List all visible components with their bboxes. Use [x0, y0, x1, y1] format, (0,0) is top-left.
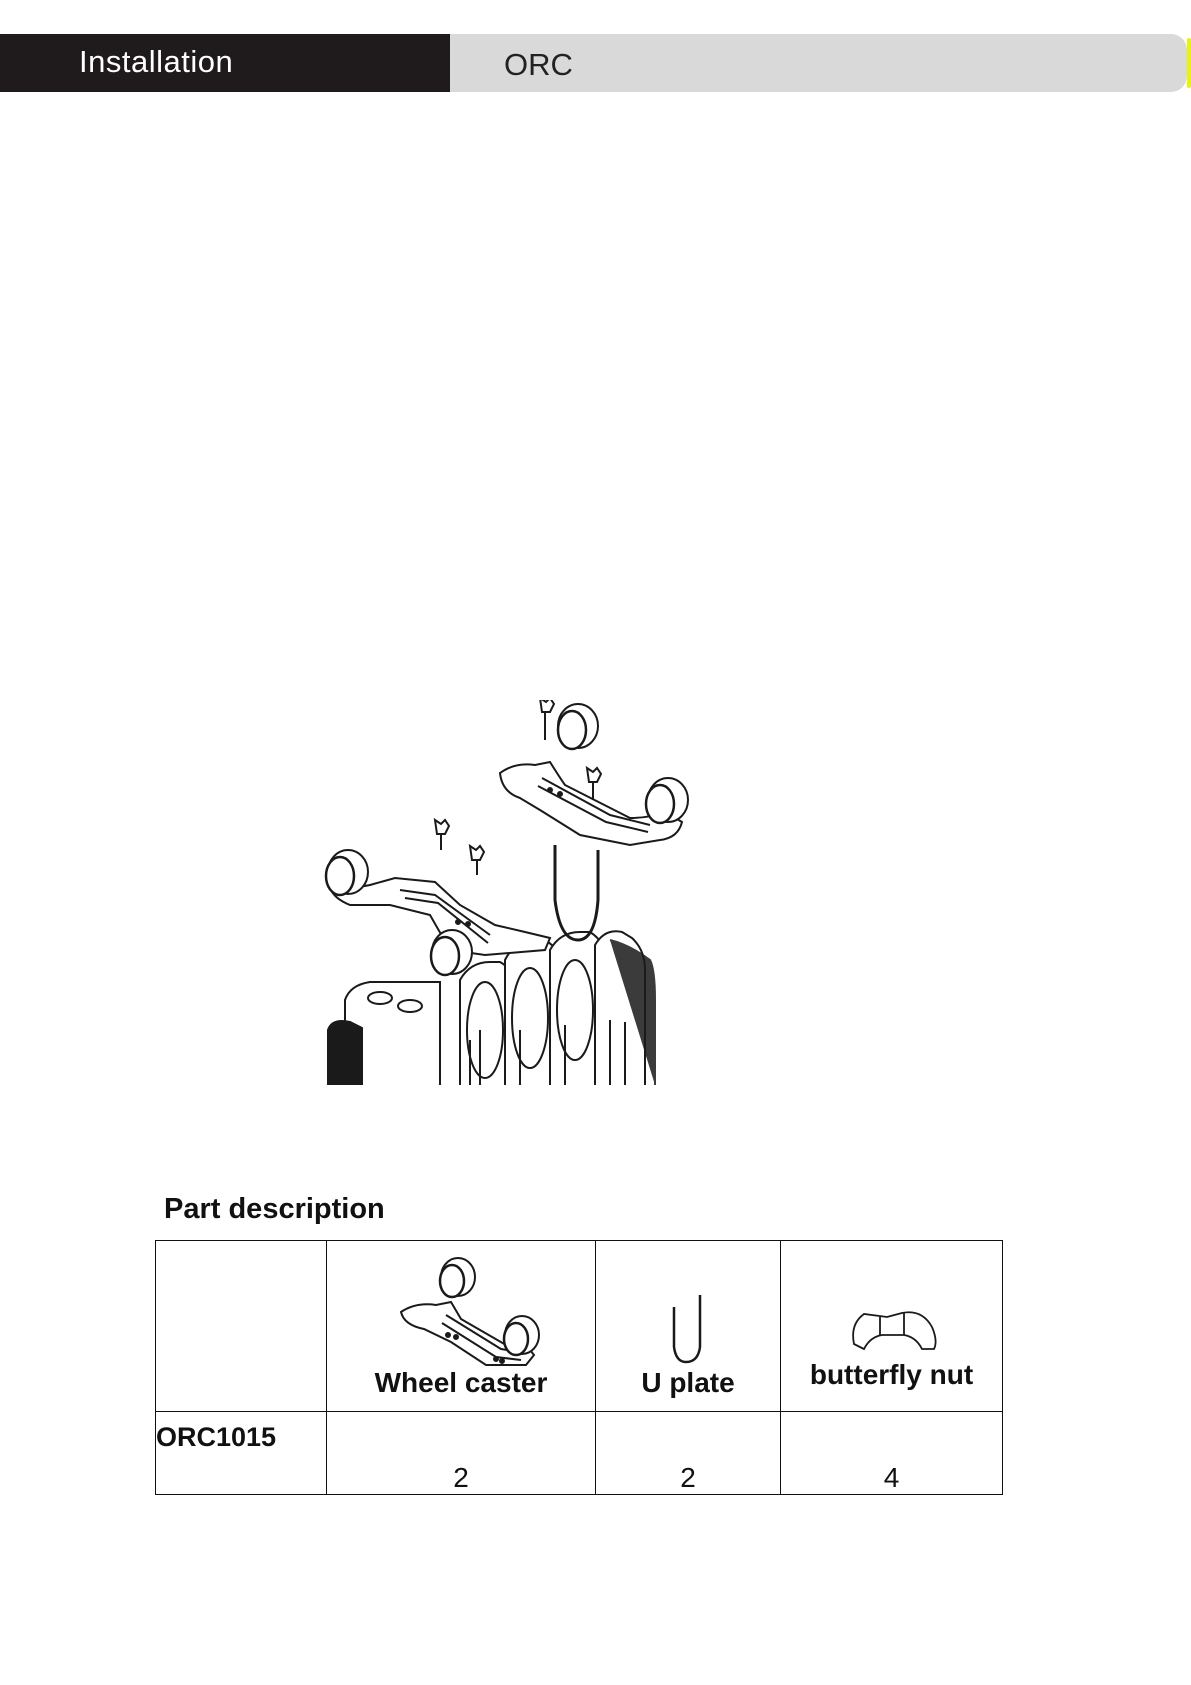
- table-row: [156, 1412, 1003, 1495]
- u-plate-icon: [658, 1287, 718, 1367]
- wheel-caster-label: Wheel caster: [374, 1367, 548, 1398]
- model-cell: ORC1015: [156, 1412, 327, 1495]
- section-tab: [0, 34, 450, 92]
- wheel-caster-header: [327, 1241, 596, 1412]
- heater-wheel-caster-assembly-illustration: [310, 700, 730, 1085]
- butterfly-nut-header: [781, 1241, 1003, 1412]
- wheel-caster-qty: 2: [327, 1412, 596, 1495]
- table-header-row: [156, 1241, 1003, 1412]
- product-name: ORC: [504, 47, 573, 82]
- table-corner-cell: [156, 1241, 327, 1412]
- parts-table: [155, 1240, 1003, 1495]
- u-plate-qty: 2: [596, 1412, 781, 1495]
- header-accent-stripe: [1187, 38, 1191, 88]
- section-title: Installation: [79, 44, 234, 79]
- u-plate-part: [555, 845, 598, 940]
- butterfly-nut-label: butterfly nut: [809, 1359, 974, 1390]
- part-description-title: Part description: [164, 1193, 385, 1225]
- wheel-caster-icon: [376, 1257, 546, 1367]
- u-plate-label: U plate: [641, 1367, 735, 1398]
- butterfly-nut-icon: [842, 1299, 942, 1359]
- product-banner: [450, 34, 1187, 92]
- u-plate-header: [596, 1241, 781, 1412]
- page-header: [0, 34, 1191, 92]
- butterfly-nut-qty: 4: [781, 1412, 1003, 1495]
